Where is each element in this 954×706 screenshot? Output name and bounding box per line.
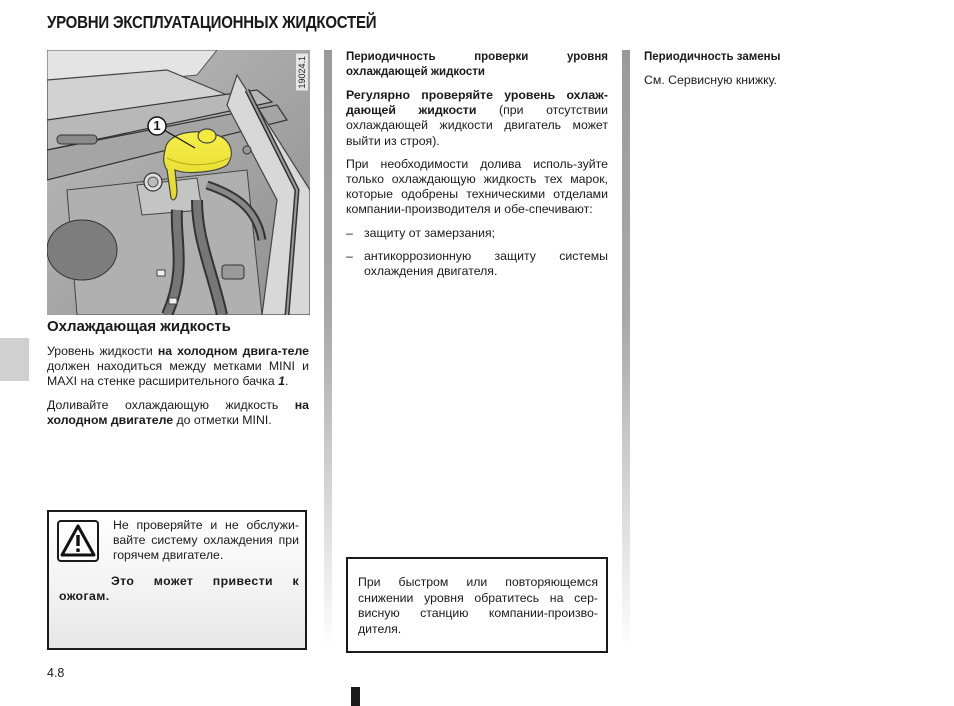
left-column-text bbox=[47, 344, 309, 436]
middle-column bbox=[346, 50, 608, 287]
section-heading-check-interval: Периодичность проверки уровня охлаждающей жидкости bbox=[346, 51, 608, 78]
list-item: – антикоррозионную защиту системы охлаждения двигателя. bbox=[346, 249, 608, 279]
replacement-text: См. Сервисную книжку. bbox=[644, 73, 777, 87]
callout-number: 1 bbox=[153, 118, 161, 133]
right-column bbox=[644, 50, 914, 96]
warning-triangle-icon bbox=[57, 520, 99, 562]
warning-text: Не проверяйте и не обслужи-вайте систему охлаждения при горячем двигателе. bbox=[113, 518, 299, 562]
section-heading-coolant: Охлаждающая жидкость bbox=[47, 318, 231, 335]
reservoir-ref: 1 bbox=[278, 374, 285, 389]
protection-list bbox=[346, 226, 608, 280]
check-paragraph: Регулярно проверяйте уровень охлаж-дающей жидкости (при отсутствии охлаждающей жидкости двигатель может выйти из строя). bbox=[346, 88, 608, 148]
page-title: УРОВНИ ЭКСПЛУАТАЦИОННЫХ ЖИДКОСТЕЙ bbox=[47, 12, 377, 32]
info-box bbox=[346, 557, 608, 653]
list-item: – защиту от замерзания; bbox=[346, 226, 608, 241]
print-marker bbox=[351, 687, 360, 706]
page-number: 4.8 bbox=[47, 666, 65, 680]
engine-bay-illustration bbox=[47, 50, 310, 315]
topup-recommendation: При необходимости долива исполь-зуйте только охлаждающую жидкость тех марок, которые одобрены техническими отделами компании-производителя и обе-спечивают: bbox=[346, 156, 608, 217]
engine-drawing bbox=[47, 50, 310, 315]
topup-paragraph: Доливайте охлаждающую жидкость на холодном двигателе до отметки MINI. bbox=[47, 397, 309, 427]
warning-emphasis: Это может привести к ожогам. bbox=[59, 574, 299, 603]
figure-code: 19024.1 bbox=[297, 56, 307, 89]
chapter-tab bbox=[0, 338, 29, 381]
column-divider-2 bbox=[622, 50, 630, 650]
info-text: При быстром или повторяющемся снижении уровня обратитесь на сер-висную станцию компании-произво-дителя. bbox=[358, 575, 598, 636]
warning-box bbox=[47, 510, 307, 650]
coolant-level-paragraph: Уровень жидкости на холодном двига-теле должен находиться между метками MINI и MAXI на стенке расширительного бачка 1. bbox=[47, 344, 309, 389]
section-heading-replacement-interval: Периодичность замены bbox=[644, 51, 781, 63]
column-divider-1 bbox=[324, 50, 332, 650]
